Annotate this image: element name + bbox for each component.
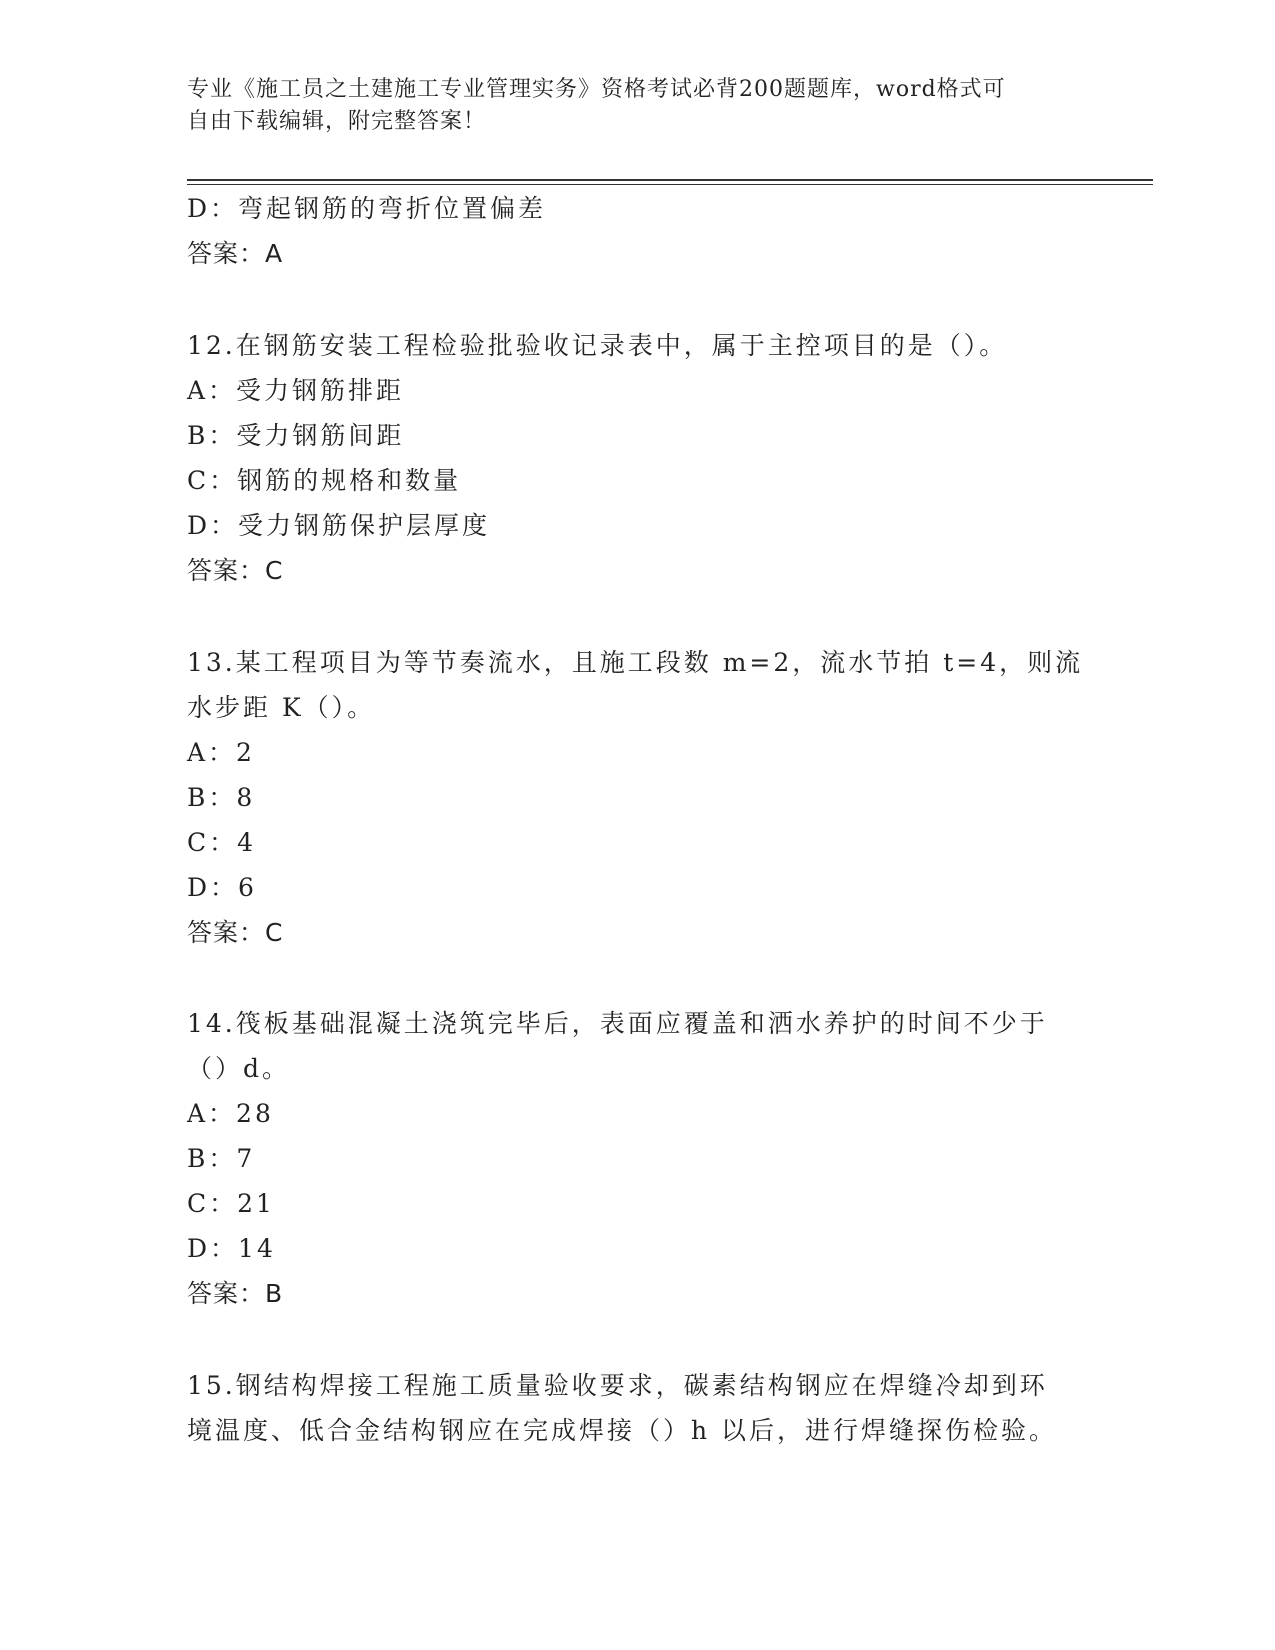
q13-option-b: B：8 xyxy=(187,783,256,812)
q15-stem-line-1: 15.钢结构焊接工程施工质量验收要求，碳素结构钢应在焊缝冷却到环 xyxy=(187,1371,1048,1400)
q12-stem: 12.在钢筋安装工程检验批验收记录表中，属于主控项目的是（）。 xyxy=(187,331,1008,360)
q14-stem-line-2: （）d。 xyxy=(187,1054,291,1083)
q14-option-d: D：14 xyxy=(187,1234,276,1263)
q12-option-d: D：受力钢筋保护层厚度 xyxy=(187,511,491,540)
prev-answer: 答案：A xyxy=(187,239,284,268)
q14-option-c: C：21 xyxy=(187,1189,275,1218)
q12-answer: 答案：C xyxy=(187,556,284,585)
q15-stem-line-2: 境温度、低合金结构钢应在完成焊接（）h 以后，进行焊缝探伤检验。 xyxy=(187,1416,1058,1445)
q12-option-c: C：钢筋的规格和数量 xyxy=(187,466,462,495)
q13-option-c: C：4 xyxy=(187,828,257,857)
header-line-2: 自由下载编辑，附完整答案！ xyxy=(187,109,487,134)
q13-stem-line-2: 水步距 K（）。 xyxy=(187,693,376,722)
page-header xyxy=(187,74,1067,138)
q13-stem-line-1: 13.某工程项目为等节奏流水，且施工段数 m=2，流水节拍 t=4，则流 xyxy=(187,648,1084,677)
header-line-1: 专业《施工员之土建施工专业管理实务》资格考试必背200题题库，word格式可 xyxy=(187,77,1006,102)
q14-option-b: B：7 xyxy=(187,1144,256,1173)
header-divider xyxy=(187,179,1153,181)
q12-option-a: A：受力钢筋排距 xyxy=(187,376,405,405)
header-divider-thin xyxy=(187,184,1153,185)
q13-option-d: D：6 xyxy=(187,873,257,902)
q13-answer: 答案：C xyxy=(187,918,284,947)
q14-answer: 答案：B xyxy=(187,1279,284,1308)
q14-stem-line-1: 14.筏板基础混凝土浇筑完毕后，表面应覆盖和洒水养护的时间不少于 xyxy=(187,1009,1048,1038)
prev-option-d: D：弯起钢筋的弯折位置偏差 xyxy=(187,194,547,223)
q12-option-b: B：受力钢筋间距 xyxy=(187,421,405,450)
q14-option-a: A：28 xyxy=(187,1099,274,1128)
q13-option-a: A：2 xyxy=(187,738,255,767)
